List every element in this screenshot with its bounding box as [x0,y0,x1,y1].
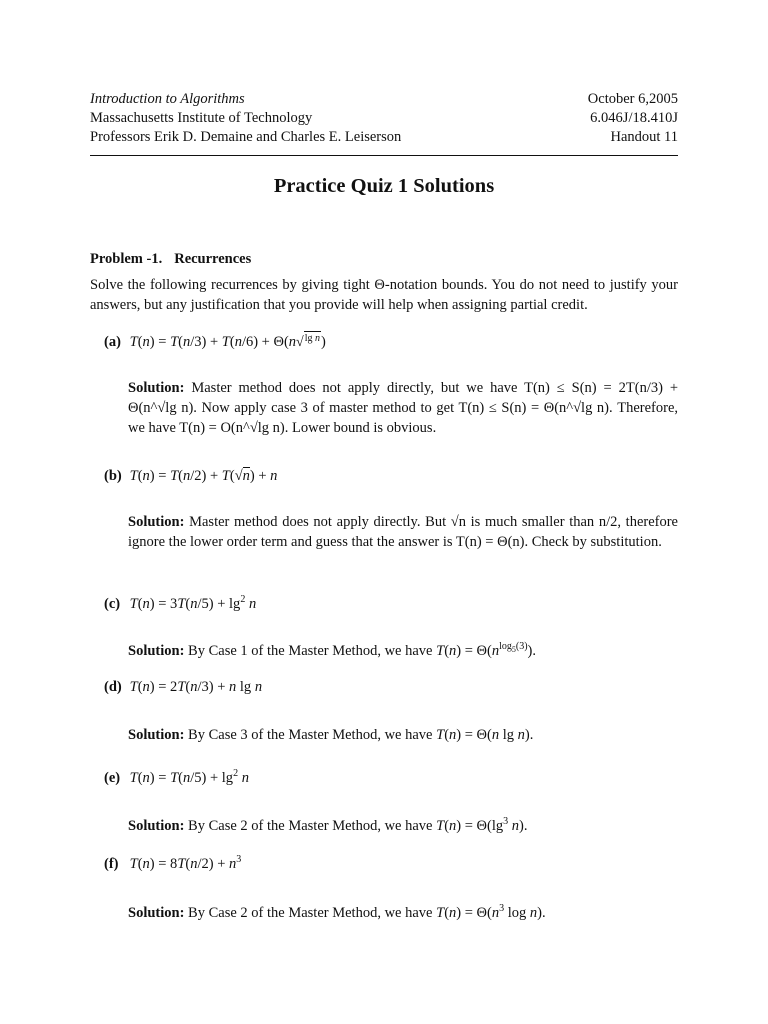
problem-number: Problem -1. [90,251,163,267]
header-row-1 [90,90,678,109]
solution-label: Solution: [128,380,185,396]
page-title: Practice Quiz 1 Solutions [273,175,495,197]
part-label: (e) [104,769,121,786]
course-name: Introduction to Algorithms [90,91,245,107]
problem-title [90,251,251,268]
solution-text: Master method does not apply directly, but we have T(n) ≤ S(n) = 2T(n/3) + Θ(n^√lg n). Now apply case 3 of master method to get T(n) ≤ S(n) = Θ(n^√lg n). Therefore, we have T(n) = O(n^√lg n). Lower bound is obvious. [128,380,679,436]
part-c-recurrence: (c) $T(n) = 3T(n/5) + \lg^2 n$ [104,594,257,612]
part-d-recurrence: (d) T(n) = 2T(n/3) + n lg n [104,679,263,695]
solution-text: Master method does not apply directly. But √n is much smaller than n/2, therefore ignore the lower order term and guess that the answer is T(n) = Θ(n). Check by substitution. [128,514,678,550]
solution-text: By Case 2 of the Master Method, we have [188,817,433,834]
solution-text: By Case 2 of the Master Method, we have [188,904,433,921]
handout-number: Handout 11 [610,129,678,145]
solution-text: By Case 1 of the Master Method, we have [188,642,433,659]
part-b-recurrence: (b) T(n) = T(n/2) + T(√n) + n [104,468,278,484]
solution-text: By Case 3 of the Master Method, we have [188,727,433,743]
part-f-solution: Solution: By Case 2 of the Master Method, we have $T(n) = \Theta(n^3$ log n). [128,903,546,921]
problem-name: Recurrences [174,251,252,267]
part-label: (d) [104,679,122,695]
solution-label: Solution: [128,817,185,834]
part-a-solution [128,378,678,438]
header-row-3 [90,128,678,147]
part-b-solution [128,512,678,552]
institution: Massachusetts Institute of Technology [90,110,313,126]
part-d-solution: Solution: By Case 3 of the Master Method, we have T(n) = Θ(n lg n). [128,727,534,743]
part-label: (b) [104,468,122,484]
course-number: 6.046J/18.410J [590,110,678,126]
document-page [90,0,678,1024]
header-row-2 [90,109,678,128]
part-e-recurrence: (e) $T(n) = T(n/5) + \lg^2 n$ [104,768,249,786]
part-c-solution: Solution: By Case 1 of the Master Method, we have $T(n) = \Theta(n^{log_5(3)})$. [128,641,537,659]
solution-label: Solution: [128,642,185,659]
part-label: (a) [104,334,121,350]
solution-label: Solution: [128,904,185,921]
solution-label: Solution: [128,727,185,743]
header-rule [90,155,678,156]
professors: Professors Erik D. Demaine and Charles E. Leiserson [90,129,402,145]
solution-label: Solution: [128,514,185,530]
part-f-recurrence: (f) $T(n) = 8T(n/2) + n^3$ [104,854,242,872]
date: October 6,2005 [587,91,678,107]
part-a-recurrence: (a) T(n) = T(n/3) + T(n/6) + Θ(n√lg n) [104,333,326,350]
part-label: (c) [104,595,121,612]
part-e-solution: Solution: By Case 2 of the Master Method, we have $T(n) = \Theta(\lg^3$ n). [128,816,528,834]
problem-intro: Solve the following recurrences by giving tight Θ-notation bounds. You do not need to justify your answers, but any justification that you provide will help when assigning partial credit. [90,277,678,313]
part-label: (f) [104,855,119,872]
